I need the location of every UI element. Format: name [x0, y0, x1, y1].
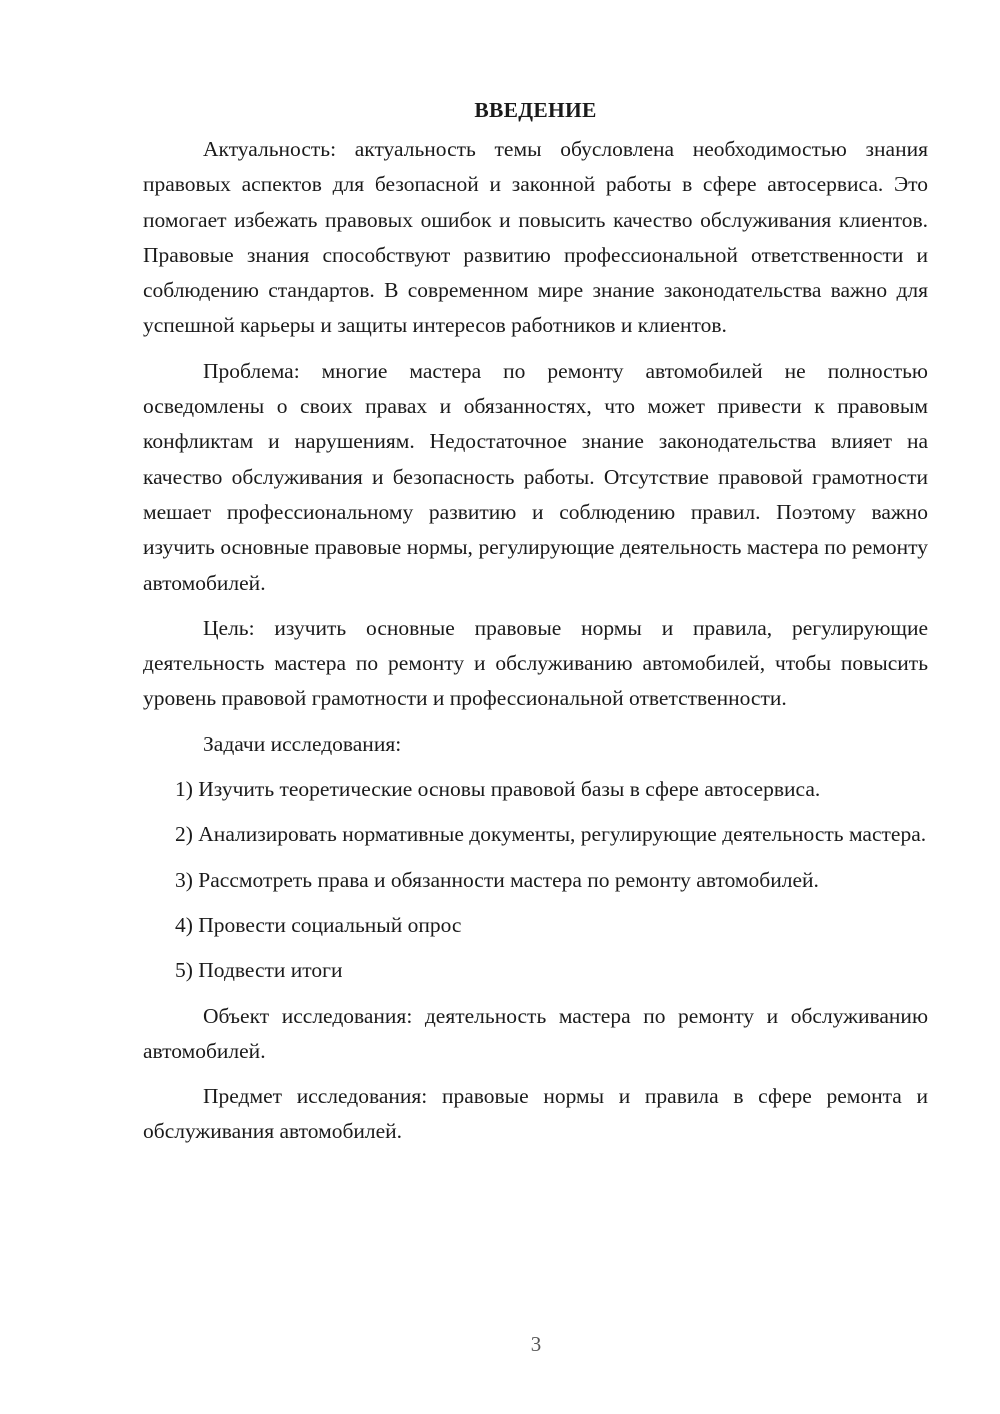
- tasks-heading: Задачи исследования:: [203, 731, 402, 756]
- task-item-4: 4) Провести социальный опрос: [175, 912, 462, 937]
- problem-paragraph: Проблема: многие мастера по ремонту автомобилей не полностью осведомлены о своих правах и обязанностях, что может привести к правовым конфликтам и нарушениям. Недостаточное знание законодательства влияет на качество обслуживания и безопасность работы. Отсутствие правовой грамотности мешает профессиональному развитию и соблюдению правил. Поэтому важно изучить основные правовые нормы, регулирующие деятельность мастера по ремонту автомобилей.: [143, 358, 928, 595]
- page-title: ВВЕДЕНИЕ: [474, 98, 597, 122]
- page-content: [143, 96, 928, 1160]
- task-item-2: 2) Анализировать нормативные документы, регулирующие деятельность мастера.: [175, 822, 927, 847]
- relevance-paragraph: Актуальность: актуальность темы обусловлена необходимостью знания правовых аспектов для безопасной и законной работы в сфере автосервиса. Это помогает избежать правовых ошибок и повысить качество обслуживания клиентов. Правовые знания способствуют развитию профессиональной ответственности и соблюдению стандартов. В современном мире знание законодательства важно для успешной карьеры и защиты интересов работников и клиентов.: [143, 137, 928, 338]
- page-number: 3: [530, 1332, 542, 1356]
- goal-paragraph: Цель: изучить основные правовые нормы и правила, регулирующие деятельность мастера по ремонту и обслуживанию автомобилей, чтобы повысить уровень правовой грамотности и профессиональной ответственности.: [143, 615, 928, 711]
- subject-paragraph: Предмет исследования: правовые нормы и правила в сфере ремонта и обслуживания автомобилей.: [143, 1084, 928, 1144]
- task-item-3: 3) Рассмотреть права и обязанности мастера по ремонту автомобилей.: [175, 867, 819, 892]
- task-item-5: 5) Подвести итоги: [175, 958, 343, 983]
- task-item-1: 1) Изучить теоретические основы правовой базы в сфере автосервиса.: [175, 777, 821, 802]
- object-paragraph: Объект исследования: деятельность мастера по ремонту и обслуживанию автомобилей.: [143, 1003, 928, 1063]
